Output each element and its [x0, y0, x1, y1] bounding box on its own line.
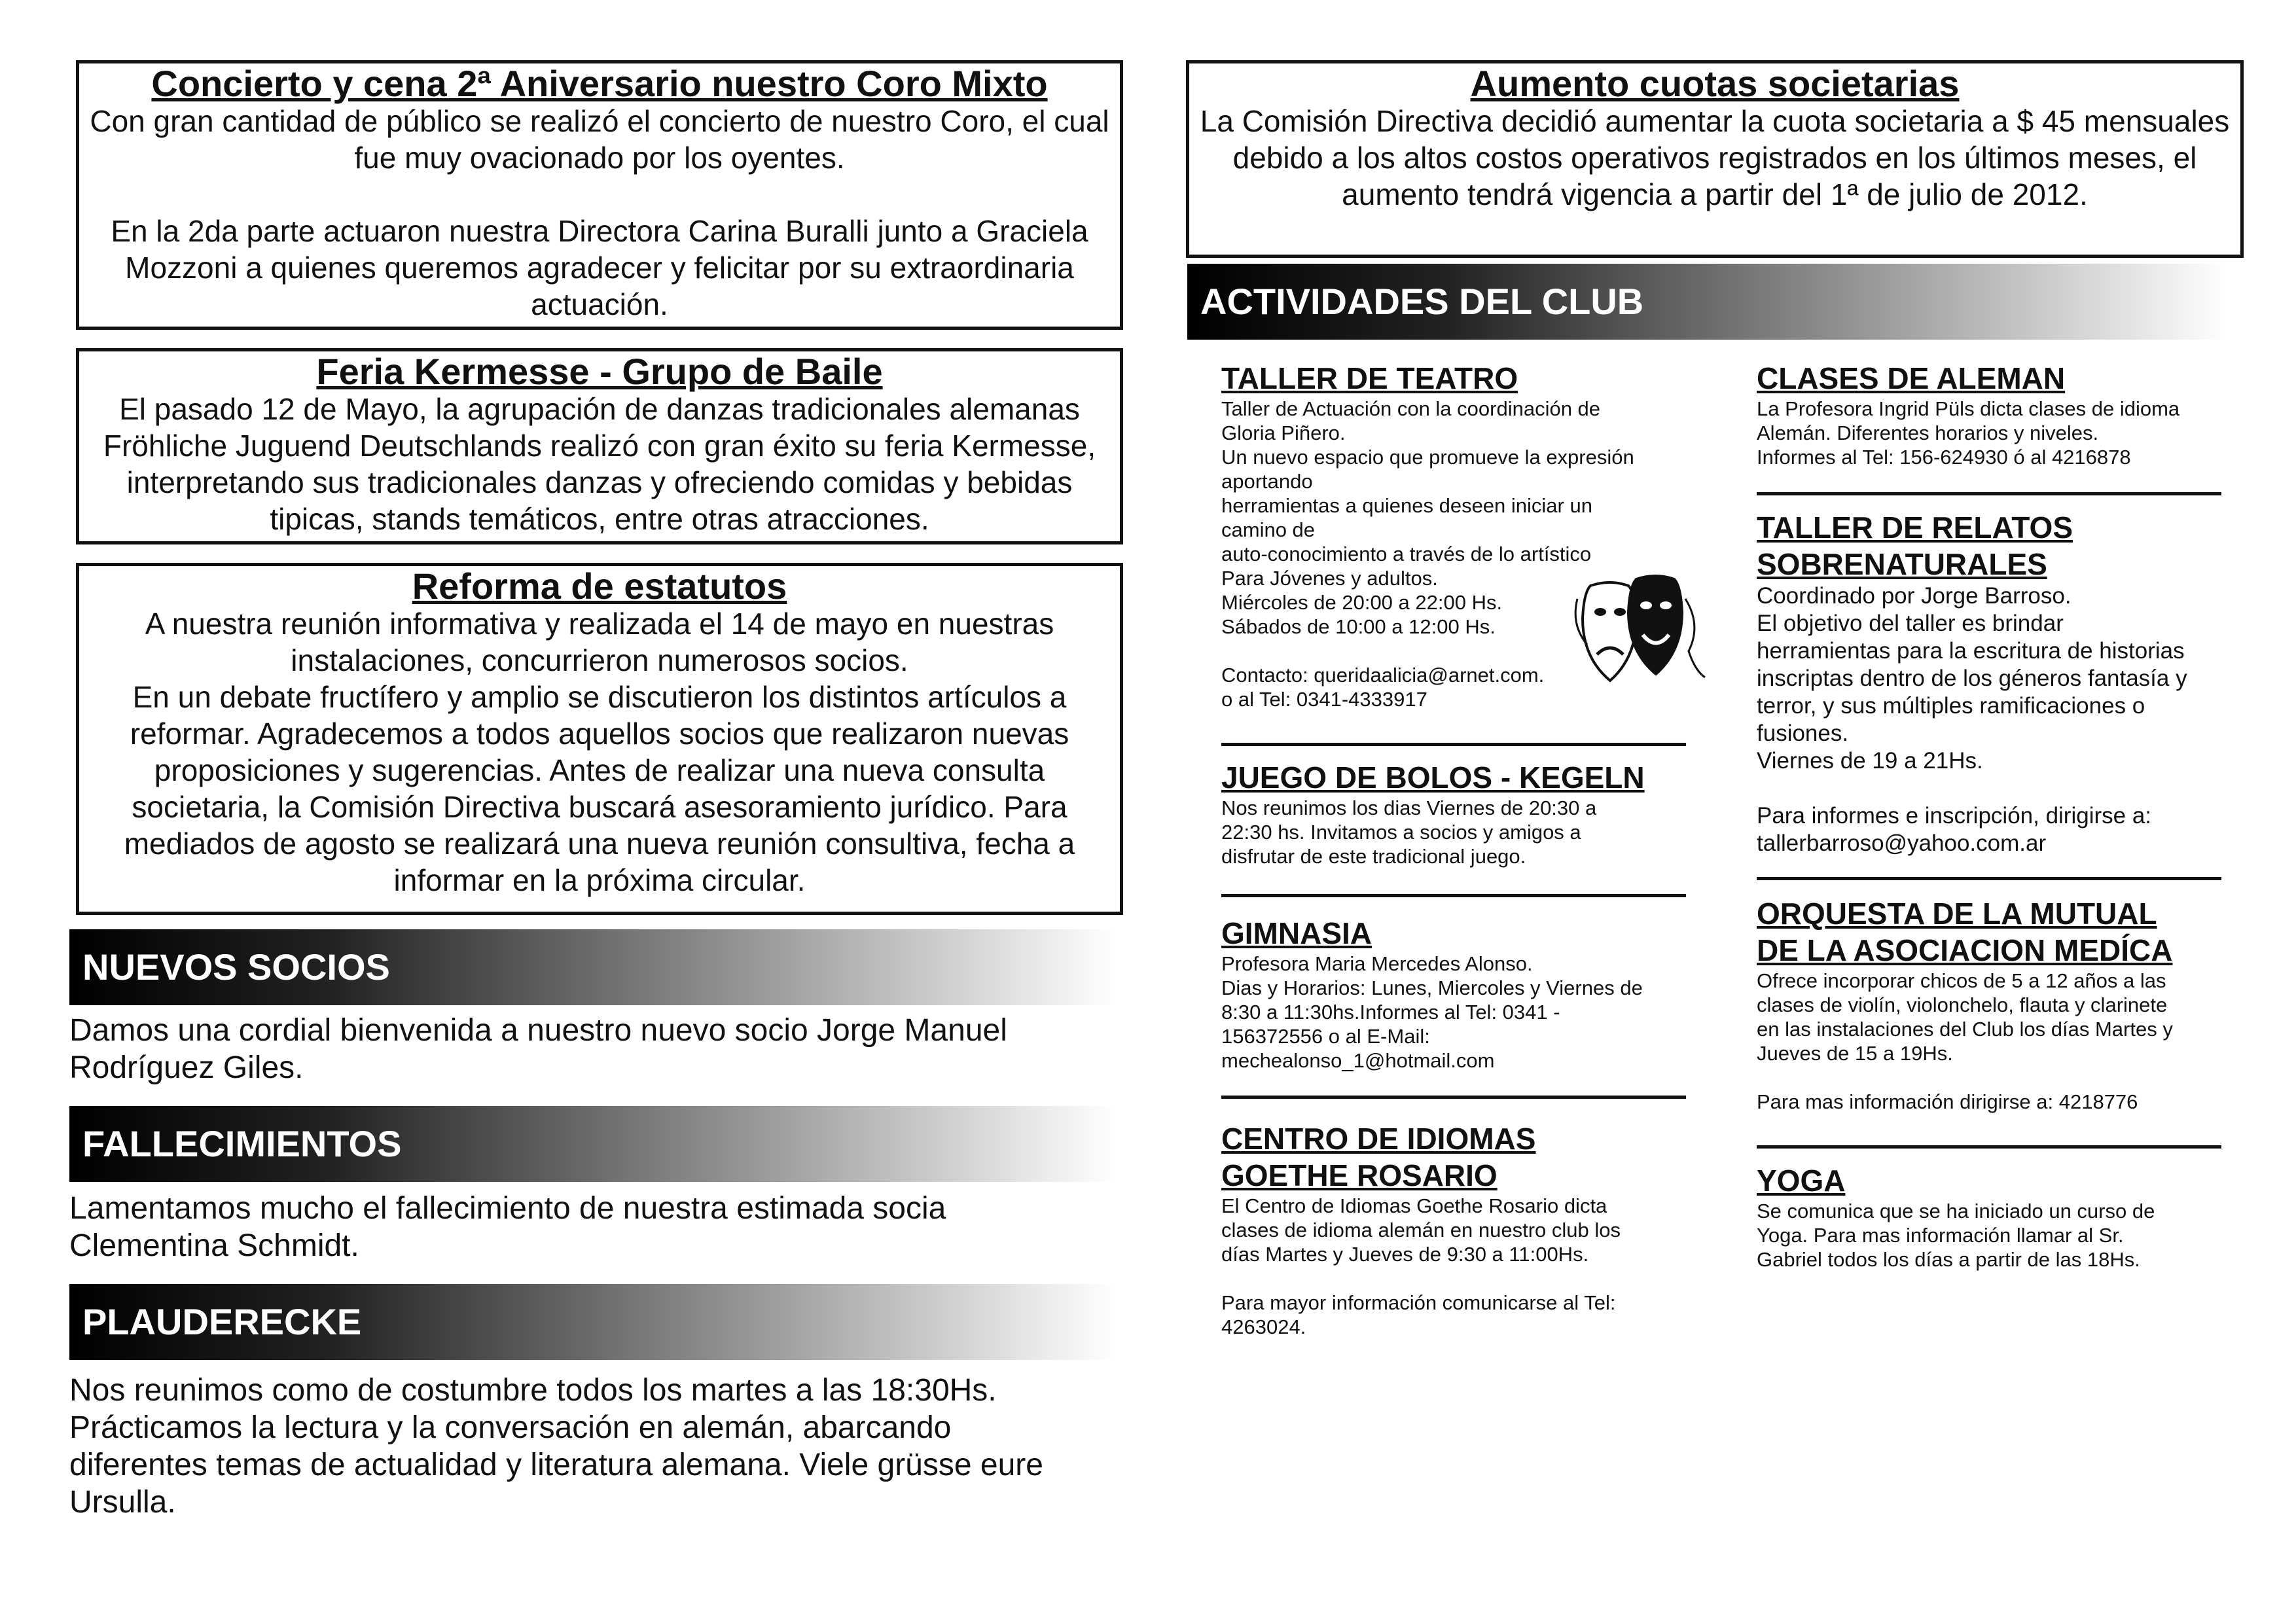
- fallecimientos-text: Lamentamos mucho el fallecimiento de nuestra estimada socia Clementina Schmidt.: [69, 1191, 946, 1263]
- plauderecke-text: Nos reunimos como de costumbre todos los martes a las 18:30Hs. Prácticamos la lectura y la conversación en alemán, abarcando diferentes temas de actualidad y literatura alemana. Viele grüsse eure Ursulla.: [69, 1373, 1043, 1520]
- orquesta-block: [1757, 895, 2241, 1114]
- teatro-text: Taller de Actuación con la coordinación de Gloria Piñero. Un nuevo espacio que promueve la expresión aportando herramientas a quienes deseen iniciar un camino de auto-conocimiento a través de lo artístico Para Jóvenes y adultos. Miércoles de 20:00 a 22:00 Hs. Sábados de 10:00 a 12:00 Hs. Contacto: queridaalicia@arnet.com. o al Tel: 0341-4333917: [1221, 397, 1634, 711]
- teatro-title: TALLER DE TEATRO: [1221, 361, 1518, 395]
- concierto-title: Concierto y cena 2ª Aniversario nuestro Coro Mixto: [151, 63, 1048, 104]
- plauderecke-heading-bar: [69, 1284, 1117, 1360]
- feria-text: El pasado 12 de Mayo, la agrupación de danzas tradicionales alemanas Fröhliche Juguend Deutschlands realizó con gran éxito su feria Kermesse, interpretando sus tradicionales danzas y ofreciendo comidas y bebidas tipicas, stands temáticos, entre otras atracciones.: [103, 392, 1096, 536]
- divider-5: [1757, 877, 2221, 880]
- feria-box: [76, 348, 1123, 544]
- divider-6: [1757, 1145, 2221, 1149]
- relatos-block: [1757, 509, 2241, 857]
- yoga-title: YOGA: [1757, 1164, 1846, 1198]
- actividades-heading: ACTIVIDADES DEL CLUB: [1200, 281, 1644, 322]
- divider-3: [1221, 1096, 1686, 1099]
- idiomas-text: El Centro de Idiomas Goethe Rosario dicta clases de idioma alemán en nuestro club los días Martes y Jueves de 9:30 a 11:00Hs. Para mayor información comunicarse al Tel: 4263024.: [1221, 1194, 1621, 1338]
- aleman-block: [1757, 360, 2241, 469]
- aumento-box: [1186, 60, 2244, 258]
- nuevos-socios-text: Damos una cordial bienvenida a nuestro nuevo socio Jorge Manuel Rodríguez Giles.: [69, 1013, 1007, 1085]
- divider-2: [1221, 894, 1686, 897]
- gimnasia-block: [1221, 915, 1719, 1073]
- aleman-text: La Profesora Ingrid Püls dicta clases de idioma Alemán. Diferentes horarios y niveles. Informes al Tel: 156-624930 ó al 4216878: [1757, 397, 2180, 469]
- bolos-text: Nos reunimos los dias Viernes de 20:30 a 22:30 hs. Invitamos a socios y amigos a disfrutar de este tradicional juego.: [1221, 796, 1597, 868]
- nuevos-socios-heading-bar: [69, 929, 1117, 1005]
- bolos-title: JUEGO DE BOLOS - KEGELN: [1221, 760, 1645, 794]
- nuevos-socios-heading: NUEVOS SOCIOS: [82, 946, 390, 988]
- yoga-text: Se comunica que se ha iniciado un curso de Yoga. Para mas información llamar al Sr. Gabriel todos los días a partir de las 18Hs.: [1757, 1200, 2155, 1271]
- reforma-text: A nuestra reunión informativa y realizada el 14 de mayo en nuestras instalaciones, concurrieron numerosos socios. En un debate fructífero y amplio se discutieron los distintos artículos a reformar. Agradecemos a todos aquellos socios que realizaron nuevas proposiciones y sugerencias. Antes de realizar una nueva consulta societaria, la Comisión Directiva buscará asesoramiento jurídico. Para mediados de agosto se realizará una nueva reunión consultiva, fecha a informar en la próxima circular.: [124, 607, 1075, 897]
- bolos-block: [1221, 759, 1719, 868]
- gimnasia-text: Profesora Maria Mercedes Alonso. Dias y Horarios: Lunes, Miercoles y Viernes de 8:30 a 11:30hs.Informes al Tel: 0341 - 156372556 o al E-Mail: mechealonso_1@hotmail.com: [1221, 952, 1643, 1072]
- fallecimientos-heading: FALLECIMIENTOS: [82, 1123, 402, 1164]
- reforma-box: [76, 563, 1123, 915]
- concierto-text-2: En la 2da parte actuaron nuestra Directora Carina Buralli junto a Graciela Mozzoni a quienes queremos agradecer y felicitar por su extraordinaria actuación.: [111, 214, 1088, 321]
- reforma-title: Reforma de estatutos: [412, 565, 787, 607]
- yoga-block: [1757, 1162, 2241, 1272]
- orquesta-text: Ofrece incorporar chicos de 5 a 12 años a las clases de violín, violonchelo, flauta y clarinete en las instalaciones del Club los días Martes y Jueves de 15 a 19Hs. Para mas información dirigirse a: 4218776: [1757, 969, 2173, 1113]
- aleman-title: CLASES DE ALEMAN: [1757, 361, 2066, 395]
- aumento-text: La Comisión Directiva decidió aumentar la cuota societaria a $ 45 mensuales debido a los altos costos operativos registrados en los últimos meses, el aumento tendrá vigencia a partir del 1ª de julio de 2012.: [1200, 104, 2230, 211]
- idiomas-block: [1221, 1120, 1719, 1339]
- feria-title: Feria Kermesse - Grupo de Baile: [316, 351, 883, 392]
- aumento-title: Aumento cuotas societarias: [1470, 63, 1960, 104]
- divider-1: [1221, 743, 1686, 746]
- fallecimientos-heading-bar: [69, 1106, 1117, 1182]
- actividades-heading-bar: [1187, 264, 2228, 340]
- gimnasia-title: GIMNASIA: [1221, 916, 1372, 950]
- plauderecke-heading: PLAUDERECKE: [82, 1301, 362, 1342]
- orquesta-title: ORQUESTA DE LA MUTUAL DE LA ASOCIACION MEDÍCA: [1757, 897, 2173, 967]
- idiomas-title: CENTRO DE IDIOMAS GOETHE ROSARIO: [1221, 1122, 1536, 1192]
- concierto-text-1: Con gran cantidad de público se realizó el concierto de nuestro Coro, el cual fue muy ovacionado por los oyentes.: [90, 104, 1109, 175]
- relatos-text: Coordinado por Jorge Barroso. El objetivo del taller es brindar herramientas para la escritura de historias inscriptas dentro de los géneros fantasía y terror, y sus múltiples ramificaciones o fusiones. Viernes de 19 a 21Hs. Para informes e inscripción, dirigirse a: tallerbarroso@yahoo.com.ar: [1757, 583, 2187, 856]
- divider-4: [1757, 492, 2221, 495]
- relatos-title: TALLER DE RELATOS SOBRENATURALES: [1757, 510, 2073, 581]
- concierto-box: [76, 60, 1123, 330]
- theater-masks-icon: [1571, 573, 1708, 690]
